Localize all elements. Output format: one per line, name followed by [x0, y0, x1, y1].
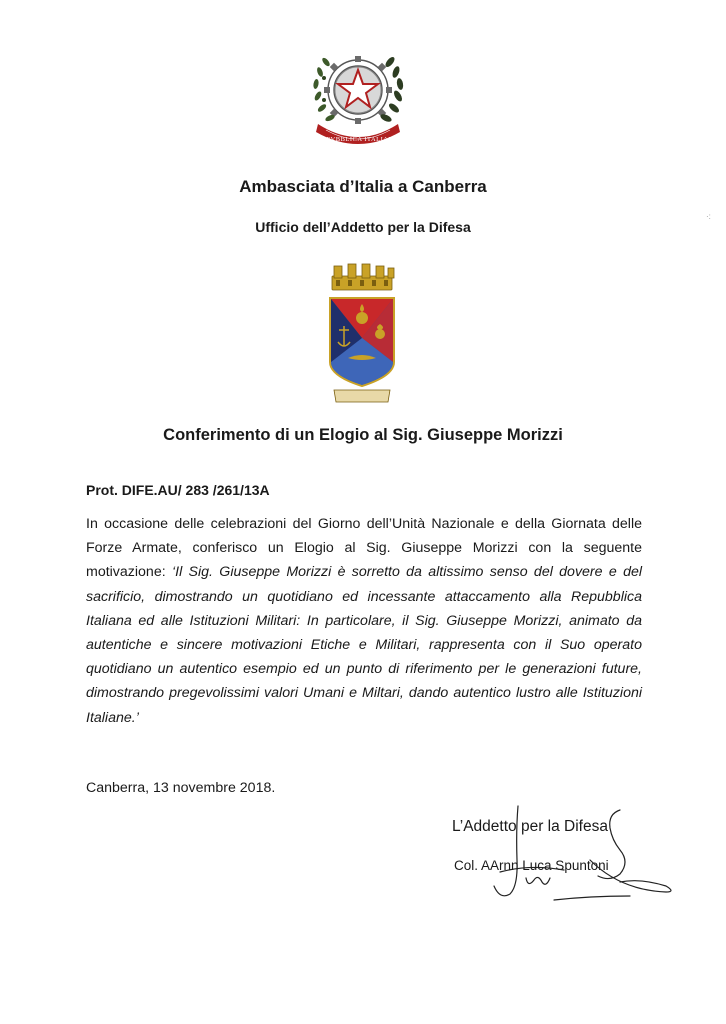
office-title: Ufficio dell’Addetto per la Difesa: [255, 219, 471, 235]
signatory-name: Col. AArnn Luca Spuntoni: [454, 858, 609, 873]
handwritten-signature: [470, 800, 680, 910]
body-intro: In occasione delle celebrazioni del Giorno dell’Unità Nazionale e della Giornata delle Forze Armate, conferisco un Elogio al Sig. Giuseppe Morizzi con la seguente motivazione:: [86, 516, 642, 581]
embassy-title: Ambasciata d’Italia a Canberra: [239, 177, 487, 196]
italian-republic-emblem-icon: [302, 38, 414, 150]
scan-artifact: ·:: [706, 212, 711, 221]
svg-text:REPVBBLICA ITALIANA: REPVBBLICA ITALIANA: [317, 136, 399, 143]
document-title: Conferimento di un Elogio al Sig. Giuseppe Morizzi: [163, 426, 563, 444]
protocol-number: Prot. DIFE.AU/ 283 /261/13A: [86, 482, 270, 498]
body-quote: ‘Il Sig. Giuseppe Morizzi è sorretto da altissimo senso del dovere e del sacrificio, dimostrando un quotidiano ed incessante attaccamento alla Repubblica Italiana ed alle Istituzioni Militari: In particolare, il Sig. Giuseppe Morizzi, animato da autentiche e sincere motivazioni Etiche e Militari, rappresenta con il Suo operato quotidiano un autentico esempio ed un punto di riferimento per le generazioni future, dimostrando pregevolissimi valori Umani e Miltari, dando autentico lustro alle Istituzioni Italiane.’: [86, 564, 642, 726]
body-paragraph: [86, 512, 642, 730]
signatory-role: L’Addetto per la Difesa: [452, 818, 608, 835]
defence-attache-crest-icon: [326, 258, 398, 406]
place-date: Canberra, 13 novembre 2018.: [86, 780, 276, 796]
